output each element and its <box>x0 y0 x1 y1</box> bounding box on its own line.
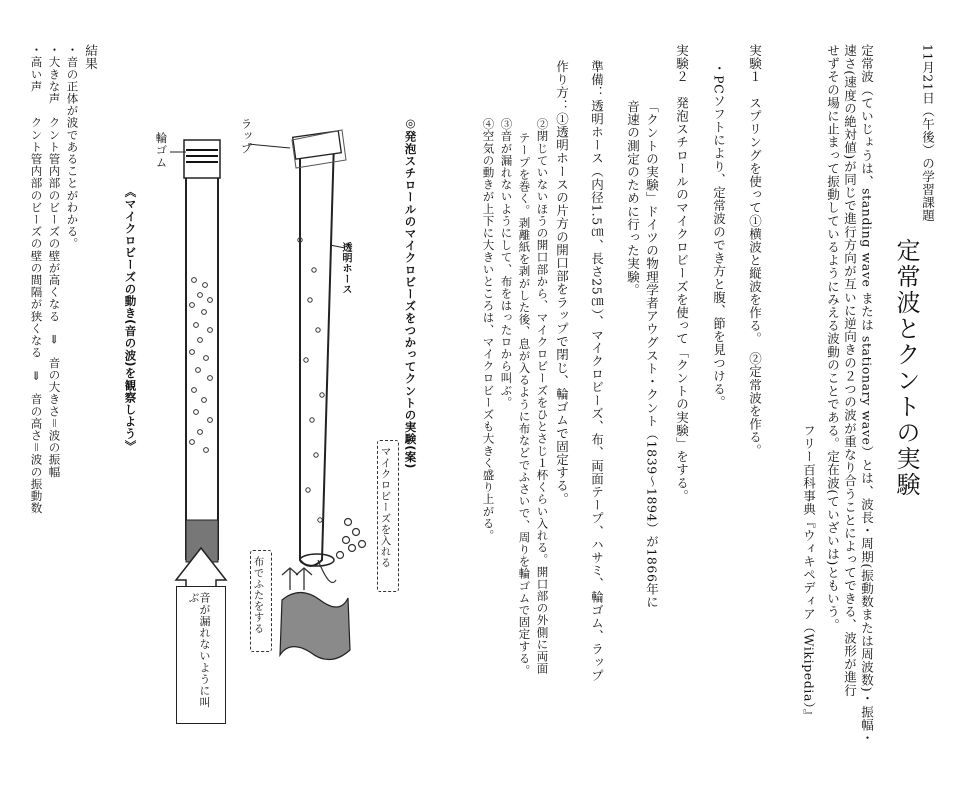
label-beads: マイクロビーズを入れる <box>379 446 392 569</box>
upper-tube <box>292 130 346 566</box>
figure-heading: ◎発泡スチロールのマイクロビーズをつかってクントの実験(案) <box>403 116 418 470</box>
beads-pour-icon <box>318 519 366 583</box>
figure-caption: 《マイクロビーズの動き(音の波)を観察しよう》 <box>123 186 138 452</box>
step-2: ②閉じていないほうの開口部から、マイクロビーズをひとさじ１杯くらい入れる。開口部の外側に両面 <box>535 118 550 675</box>
experiment-2-line-3: 音速の測定のために行った実験。 <box>625 100 641 297</box>
intro-source: フリー百科事典『ウィキペディア（Wikipedia）』 <box>801 424 817 722</box>
callout-text: 音が漏れないように叫ぶ <box>187 592 211 708</box>
cloth-shape <box>280 593 350 660</box>
preparation-line: 準備：透明ホース（内径1.5㎝、長さ25㎝）、マイクロビーズ、布、両面テープ、ハサミ、輪ゴム、ラップ <box>589 60 605 683</box>
result-3: ・高い声 クント管内部のビーズの壁の間隔が狭くなる ⇒ 音の高さ＝波の振動数 <box>29 44 44 515</box>
result-1: ・音の正体が波であることがわかる。 <box>65 44 80 250</box>
page-title: 定常波とクントの実験 <box>892 238 920 498</box>
date-heading: 11月21日（午後）の学習課題 <box>920 44 936 223</box>
experiment-1-line-2: ・PCソフトにより、定常波のでき方と腹、節を見つける。 <box>711 62 727 409</box>
intro-line-3: せずその場に止まって振動しているようにみえる波動のことである。定在波(ていざいは)ともいう。 <box>825 44 841 632</box>
label-hose: 透明ホース <box>340 242 351 295</box>
experiment-2-line-1: 実験２ 発泡スチロールのマイクロビーズを使って「クントの実験」をする。 <box>674 44 690 503</box>
label-cloth: 布でふたをする <box>252 556 265 634</box>
label-wrap: ラップ <box>239 118 254 155</box>
result-2: ・大きな声 クント管内部のビーズの壁が高くなる ⇒ 音の大きさ＝波の振幅 <box>47 44 62 478</box>
experiment-2-line-2: 「クントの実験」ドイツの物理学者アウグスト・クント（1839〜1894）が1866年に <box>644 100 660 609</box>
label-rubber-band: 輪ゴム <box>154 132 169 169</box>
step-2-continued: テープを巻く。剥離紙を剥がした後、息が入るように布などでふさいで、周りを輪ゴムで固定する。 <box>517 132 532 677</box>
lower-tube <box>184 140 220 562</box>
arrow-icon <box>282 568 312 590</box>
intro-line-2: 速さ(速度の絶対値)が同じで進行方向が互いに逆向きの２つの波が重なり合うことによってできる、波形が進行 <box>842 44 858 697</box>
step-1: 作り方：①透明ホースの片方の開口部をラップで閉じ、輪ゴムで固定する。 <box>554 60 570 506</box>
step-4: ④空気の動きが上下に大きいところは、マイクロビーズも大きく盛り上がる。 <box>481 118 496 542</box>
results-heading: 結果 <box>83 44 99 71</box>
intro-line-1: 定常波（ていじょうは、standing wave または stationary wave）とは、波長・周期(振動数または周波数)・振幅・ <box>859 44 875 745</box>
experiment-1-line-1: 実験１ スプリングを使って①横波と縦波を作る。 ②定常波を作る。 <box>747 44 763 457</box>
step-3: ③音が漏れないようにして、布をはったロから叫ぶ。 <box>499 118 514 409</box>
